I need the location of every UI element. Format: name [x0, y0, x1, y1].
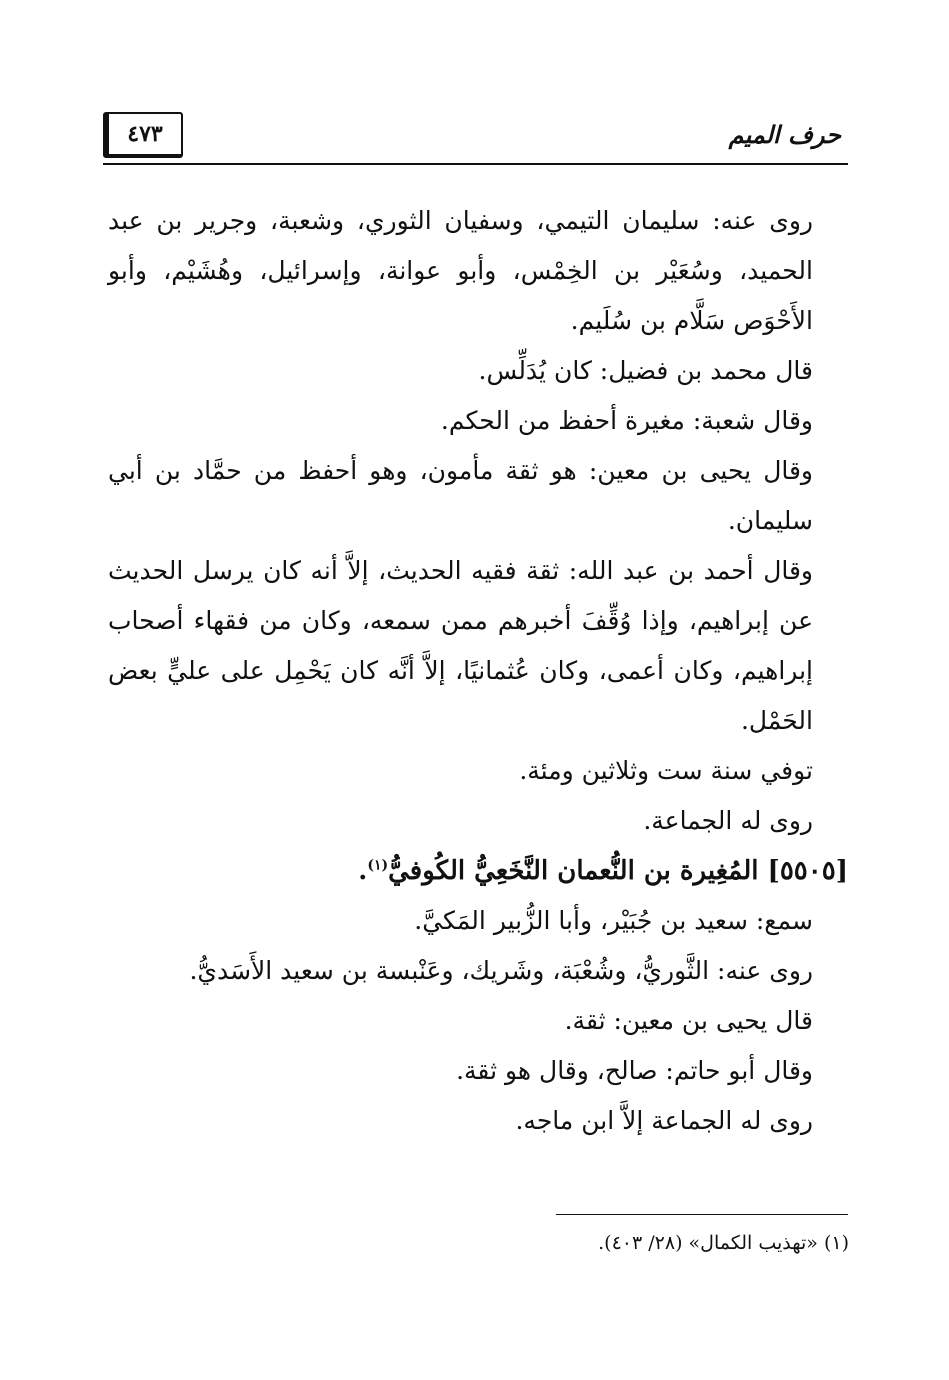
- paragraph-ibn-fudayl: قال محمد بن فضيل: كان يُدَلِّس.: [478, 356, 813, 385]
- paragraph-ibn-main: وقال يحيى بن معين: هو ثقة مأمون، وهو أحفظ من حمَّاد بن أبي سليمان.: [108, 456, 813, 535]
- running-header-title: حرف الميم: [728, 120, 841, 149]
- paragraph-shuba: وقال شعبة: مغيرة أحفظ من الحكم.: [440, 406, 813, 435]
- paragraph-transmitted-by: روى له الجماعة.: [643, 806, 813, 835]
- page-number-box: [103, 112, 183, 158]
- paragraph-heard-from: سمع: سعيد بن جُبَيْر، وأبا الزُّبير المَكيَّ.: [414, 906, 813, 935]
- paragraph-death-year: توفي سنة ست وثلاثين ومئة.: [519, 756, 813, 785]
- paragraph-ahmad: وقال أحمد بن عبد الله: ثقة فقيه الحديث، إلاَّ أنه كان يرسل الحديث عن إبراهيم، وإذا وُقِّفَ أخبرهم ممن سمعه، وكان من فقهاء أصحاب إبراهيم، وكان أعمى، وكان عُثمانيًا، إلاَّ أنَّه كان يَحْمِل على عليٍّ بعض الحَمْل.: [108, 556, 813, 735]
- header-rule: [103, 163, 848, 165]
- footnote-rule: [556, 1214, 848, 1215]
- paragraph-narrators-2: روى عنه: الثَّوريُّ، وشُعْبَة، وشَريك، وعَنْبسة بن سعيد الأَسَديُّ.: [189, 956, 813, 985]
- paragraph-narrators: روى عنه: سليمان التيمي، وسفيان الثوري، وشعبة، وجرير بن عبد الحميد، وسُعَيْر بن الخِمْس، وأبو عوانة، وإسرائيل، وهُشَيْم، وأبو الأَحْوَص سَلَّام بن سُلَيم.: [108, 206, 813, 335]
- entry-heading-text: [٥٥٠٥] المُغِيرة بن النُّعمان النَّخَعِيُّ الكُوفيُّ: [388, 856, 848, 886]
- entry-heading: [108, 846, 848, 896]
- page-number: ٤٧٣: [127, 121, 163, 147]
- body-text: [108, 196, 848, 1146]
- footnote: (١) «تهذيب الكمال» (٢٨/ ٤٠٣).: [598, 1232, 849, 1254]
- paragraph-ibn-main-2: قال يحيى بن معين: ثقة.: [564, 1006, 813, 1035]
- paragraph-transmitted-by-2: روى له الجماعة إلاَّ ابن ماجه.: [515, 1106, 813, 1135]
- footnote-reference: (١): [367, 857, 389, 874]
- paragraph-abu-hatim: وقال أبو حاتم: صالح، وقال هو ثقة.: [456, 1056, 813, 1085]
- entry-heading-end: .: [358, 856, 368, 886]
